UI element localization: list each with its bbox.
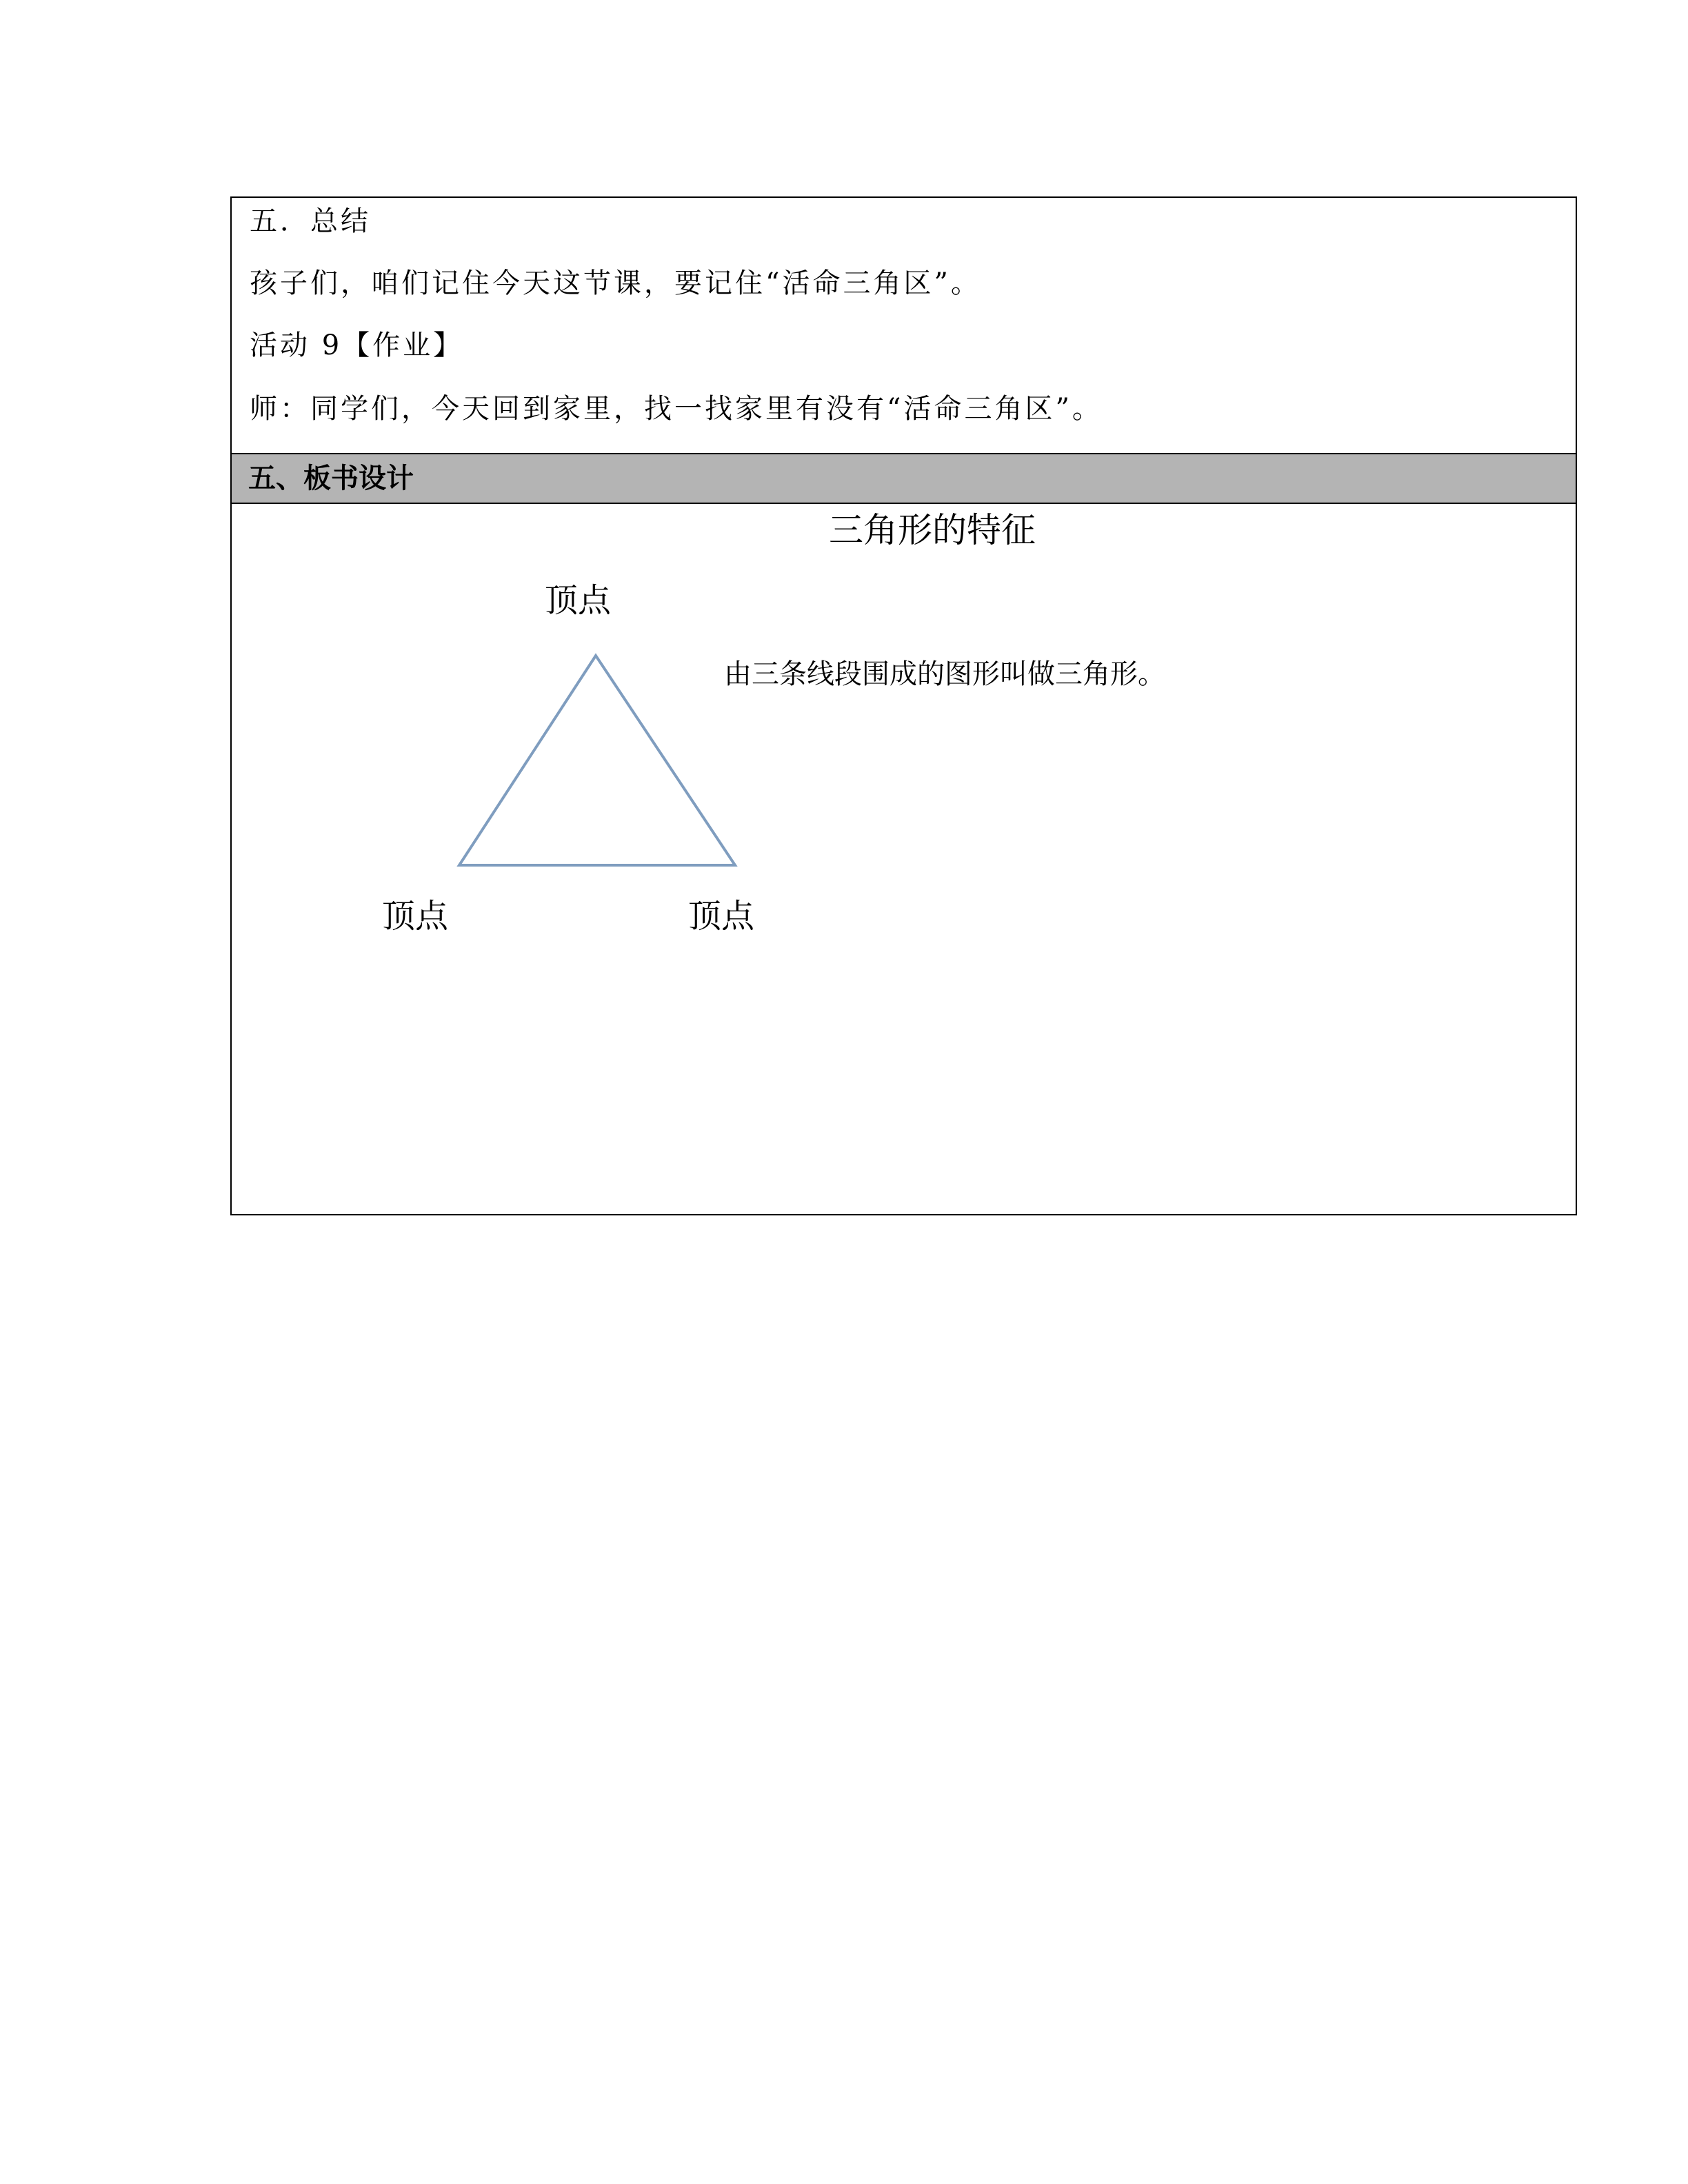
vertex-label-right: 顶点 <box>688 897 755 936</box>
lesson-table <box>230 196 1577 1215</box>
activity-label: 活动 9【作业】 <box>250 330 464 361</box>
homework-line: 师：同学们，今天回到家里，找一找家里有没有“活命三角区”。 <box>250 393 1103 425</box>
board-design-header-row <box>232 453 1576 504</box>
summary-line: 孩子们，咱们记住今天这节课，要记住“活命三角区”。 <box>250 267 981 299</box>
board-title: 三角形的特征 <box>829 510 1036 550</box>
summary-section <box>232 198 1576 453</box>
triangle-definition: 由三条线段围成的图形叫做三角形。 <box>724 658 1165 690</box>
vertex-label-left: 顶点 <box>382 897 449 936</box>
triangle-shape <box>459 656 735 865</box>
board-design-header: 五、板书设计 <box>248 463 414 494</box>
triangle-diagram <box>425 642 756 904</box>
board-design-section <box>232 504 1576 1214</box>
summary-heading: 五．总结 <box>250 205 371 237</box>
vertex-label-top: 顶点 <box>545 581 612 620</box>
